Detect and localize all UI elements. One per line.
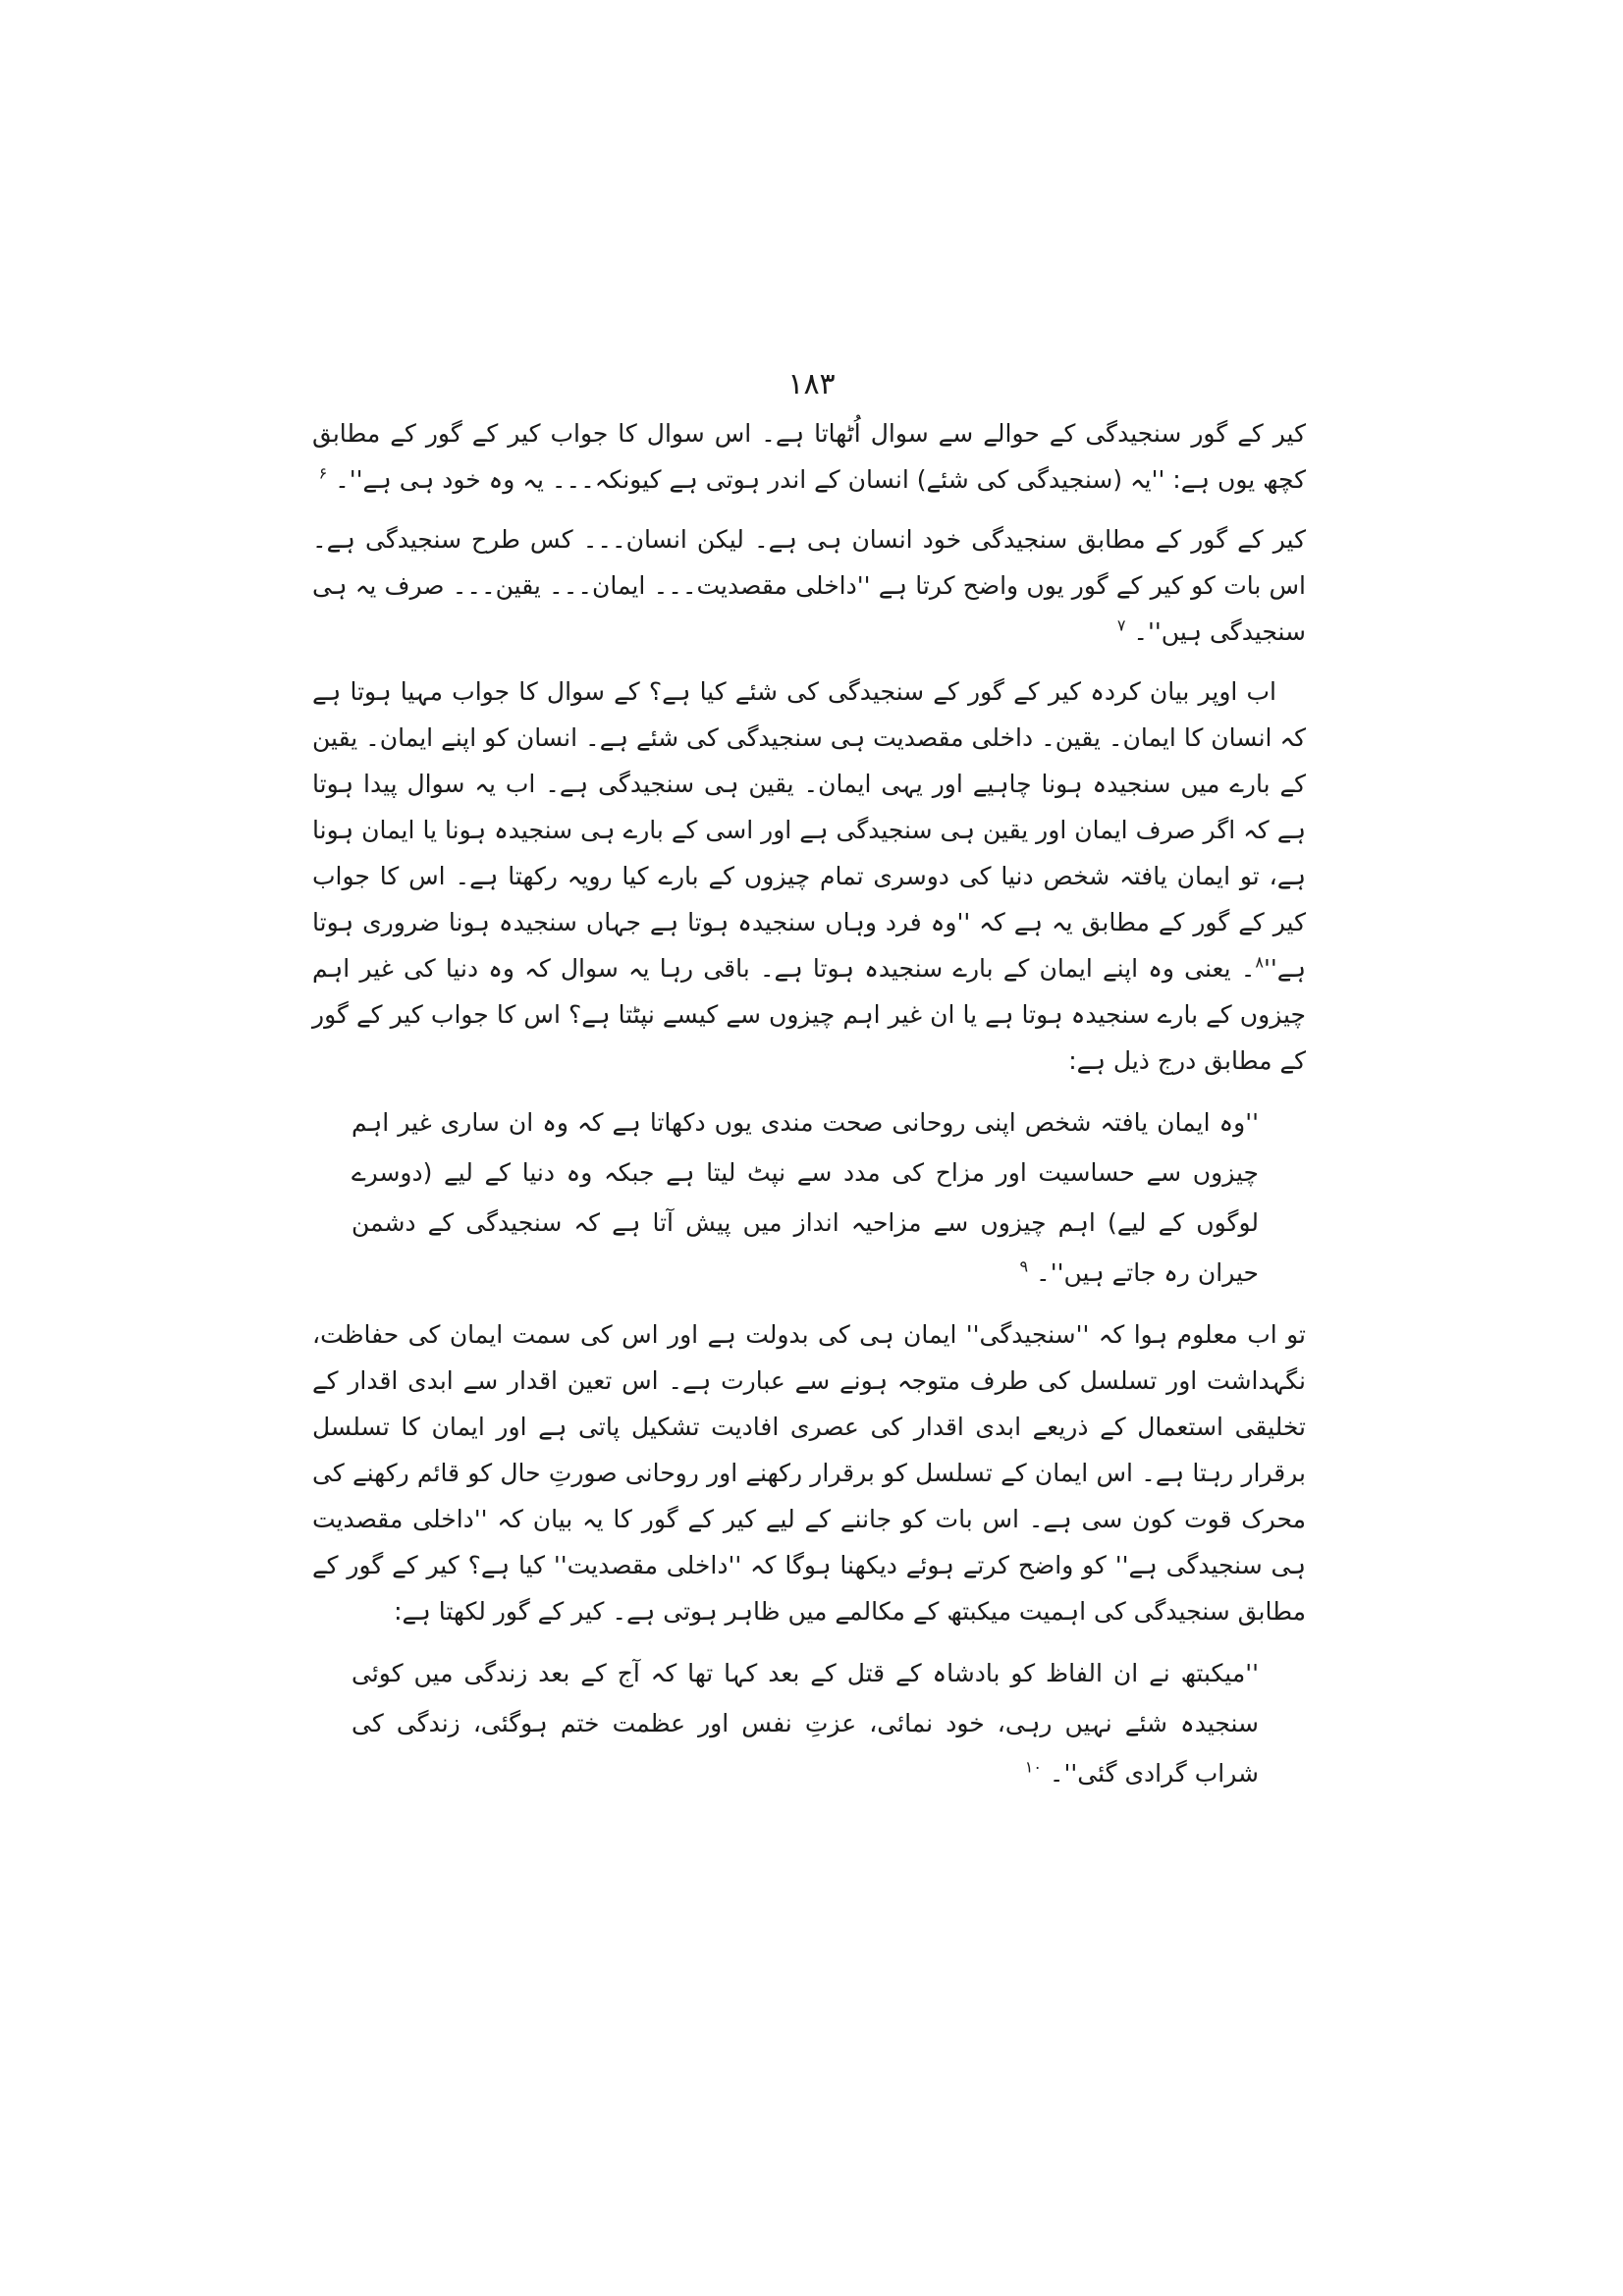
paragraph-text: کیر کے گور سنجیدگی کے حوالے سے سوال اُٹھاتا ہے۔ اس سوال کا جواب کیر کے گور کے مطابق کچھ یوں ہے: ''یہ (سنجیدگی کی شئے) انسان کے اندر ہوتی ہے کیونکہ۔۔۔ یہ وہ خود ہی ہے''۔ [312,419,1306,494]
footnote-marker: ۶ [318,463,328,483]
paragraph-4 [312,1311,1306,1634]
paragraph-text: کیر کے گور کے مطابق سنجیدگی خود انسان ہی ہے۔ لیکن انسان۔۔۔ کس طرح سنجیدگی ہے۔ اس بات کو کیر کے گور یوں واضح کرتا ہے ''داخلی مقصدیت۔۔۔ ایمان۔۔۔ یقین۔۔۔ صرف یہ ہی سنجیدگی ہیں''۔ [312,525,1306,646]
quote-text: ''وہ ایمان یافتہ شخص اپنی روحانی صحت مندی یوں دکھاتا ہے کہ وہ ان ساری غیر اہم چیزوں سے حساسیت اور مزاح کی مدد سے نپٹ لیتا ہے جبکہ وہ دنیا کے لیے (دوسرے لوگوں کے لیے) اہم چیزوں سے مزاحیہ انداز میں پیش آتا ہے کہ سنجیدگی کے دشمن حیران رہ جاتے ہیں''۔ [352,1108,1259,1287]
footnote-marker: ۱۰ [1024,1757,1042,1777]
footnote-marker: ۷ [1116,615,1126,635]
paragraph-1 [312,410,1306,503]
page-body [312,410,1306,1812]
paragraph-2 [312,516,1306,655]
footnote-marker: ۹ [1019,1256,1029,1276]
paragraph-3 [312,668,1306,1084]
paragraph-text: تو اب معلوم ہوا کہ ''سنجیدگی'' ایمان ہی کی بدولت ہے اور اس کی سمت ایمان کی حفاظت، نگہداشت اور تسلسل کی طرف متوجہ ہونے سے عبارت ہے۔ اس تعین اقدار سے ابدی اقدار کے تخلیقی استعمال کے ذریعے ابدی اقدار کی عصری افادیت تشکیل پاتی ہے اور ایمان کا تسلسل برقرار رہتا ہے۔ اس ایمان کے تسلسل کو برقرار رکھنے اور روحانی صورتِ حال کو قائم رکھنے کی محرک قوت کون سی ہے۔ اس بات کو جاننے کے لیے کیر کے گور کا یہ بیان کہ ''داخلی مقصدیت ہی سنجیدگی ہے'' کو واضح کرتے ہوئے دیکھنا ہوگا کہ ''داخلی مقصدیت'' کیا ہے؟ کیر کے گور کے مطابق سنجیدگی کی اہمیت میکبتھ کے مکالمے میں ظاہر ہوتی ہے۔ کیر کے گور لکھتا ہے: [312,1320,1306,1626]
quote-text: ''میکبتھ نے ان الفاظ کو بادشاہ کے قتل کے بعد کہا تھا کہ آج کے بعد زندگی میں کوئی سنجیدہ شئے نہیں رہی، خود نمائی، عزتِ نفس اور عظمت ختم ہوگئی، زندگی کی شراب گرادی گئی''۔ [352,1659,1259,1788]
paragraph-text: اب اوپر بیان کردہ کیر کے گور کے سنجیدگی کی شئے کیا ہے؟ کے سوال کا جواب مہیا ہوتا ہے کہ انسان کا ایمان۔ یقین۔ داخلی مقصدیت ہی سنجیدگی کی شئے ہے۔ انسان کو اپنے ایمان۔ یقین کے بارے میں سنجیدہ ہونا چاہیے اور یہی ایمان۔ یقین ہی سنجیدگی ہے۔ اب یہ سوال پیدا ہوتا ہے کہ اگر صرف ایمان اور یقین ہی سنجیدگی ہے اور اسی کے بارے ہی سنجیدہ ہونا یا ایمان ہونا ہے، تو ایمان یافتہ شخص دنیا کی دوسری تمام چیزوں کے بارے کیا رویہ رکھتا ہے۔ اس کا جواب کیر کے گور کے مطابق یہ ہے کہ ''وہ فرد وہاں سنجیدہ ہوتا ہے جہاں سنجیدہ ہونا ضروری ہوتا ہے'' [312,677,1306,983]
footnote-marker: ۸ [1255,952,1264,972]
page-number: ۱۸۳ [787,367,836,401]
paragraph-text-continued: ۔ یعنی وہ اپنے ایمان کے بارے سنجیدہ ہوتا ہے۔ باقی رہا یہ سوال کہ وہ دنیا کی غیر اہم چیزوں کے بارے سنجیدہ ہوتا ہے یا ان غیر اہم چیزوں سے کیسے نپٹتا ہے؟ اس کا جواب کیر کے گور کے مطابق درج ذیل ہے: [312,954,1306,1075]
block-quote-1 [352,1097,1259,1298]
block-quote-2 [352,1648,1259,1798]
